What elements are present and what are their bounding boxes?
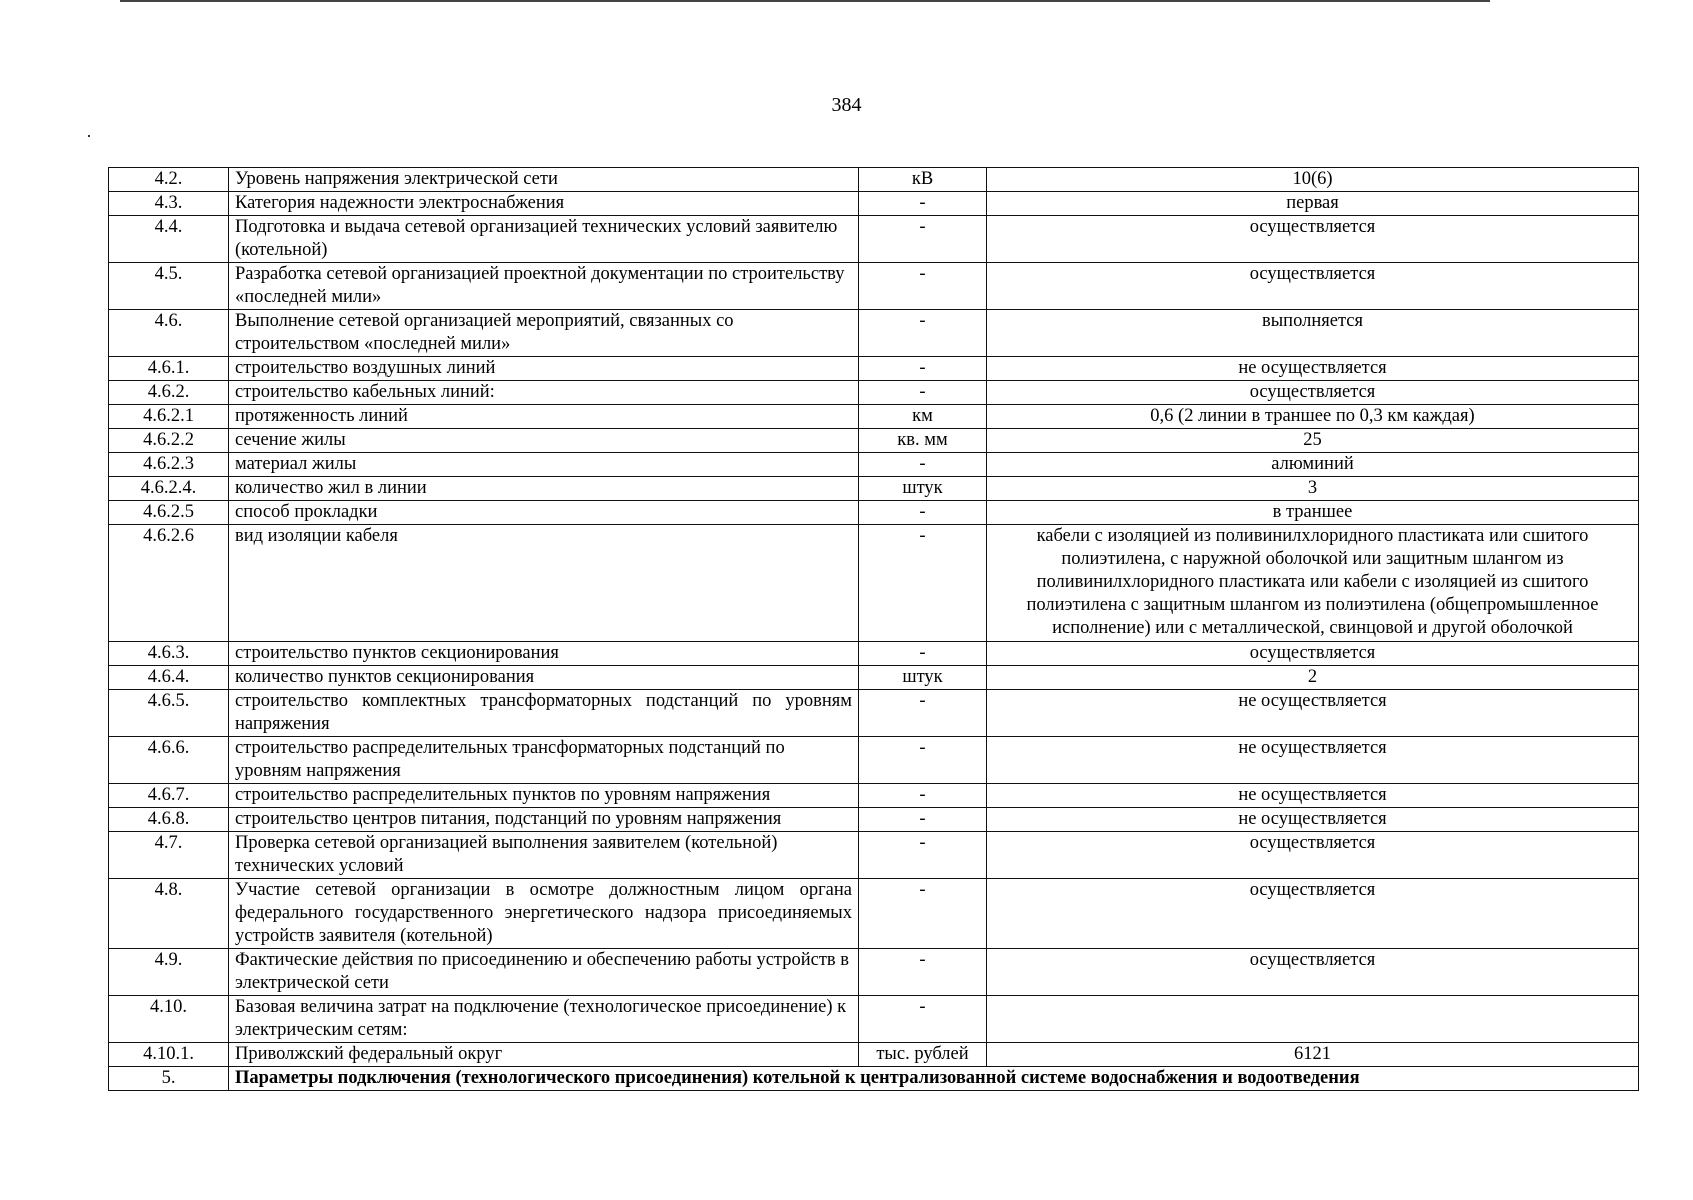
row-number: 4.6.2.3 — [109, 453, 229, 477]
row-name: Участие сетевой организации в осмотре должностным лицом органа федерального государственного энергетического надзора присоединяемых устройств заявителя (котельной) — [229, 879, 859, 949]
row-value: осуществляется — [987, 642, 1639, 666]
row-number: 4.6. — [109, 310, 229, 357]
page-number: 384 — [831, 94, 862, 116]
table-row — [109, 501, 1639, 525]
row-unit: - — [859, 501, 987, 525]
row-unit: - — [859, 949, 987, 996]
row-unit: кв. мм — [859, 429, 987, 453]
row-value: 0,6 (2 линии в траншее по 0,3 км каждая) — [987, 405, 1639, 429]
row-unit: - — [859, 996, 987, 1043]
row-number: 4.6.5. — [109, 690, 229, 737]
row-unit: штук — [859, 666, 987, 690]
row-number: 4.6.2.6 — [109, 525, 229, 642]
table-row — [109, 381, 1639, 405]
row-unit: - — [859, 263, 987, 310]
table-row — [109, 525, 1639, 642]
row-value: не осуществляется — [987, 357, 1639, 381]
row-number: 4.6.2.4. — [109, 477, 229, 501]
row-unit: - — [859, 784, 987, 808]
table-row — [109, 949, 1639, 996]
row-name: Подготовка и выдача сетевой организацией технических условий заявителю (котельной) — [229, 216, 859, 263]
row-unit: - — [859, 808, 987, 832]
table-row — [109, 808, 1639, 832]
table-row — [109, 453, 1639, 477]
row-name: Разработка сетевой организацией проектной документации по строительству «последней мили» — [229, 263, 859, 310]
table-row — [109, 310, 1639, 357]
row-name: Уровень напряжения электрической сети — [229, 168, 859, 192]
row-value — [987, 996, 1639, 1043]
row-name: Категория надежности электроснабжения — [229, 192, 859, 216]
row-unit: км — [859, 405, 987, 429]
table-row — [109, 216, 1639, 263]
row-name: Выполнение сетевой организацией мероприятий, связанных со строительством «последней мили» — [229, 310, 859, 357]
top-rule — [120, 0, 1490, 2]
row-value: 3 — [987, 477, 1639, 501]
row-unit: - — [859, 381, 987, 405]
row-number: 4.6.7. — [109, 784, 229, 808]
row-number: 4.9. — [109, 949, 229, 996]
section-row — [109, 1067, 1639, 1091]
row-value: осуществляется — [987, 832, 1639, 879]
row-name: количество жил в линии — [229, 477, 859, 501]
row-name: строительство воздушных линий — [229, 357, 859, 381]
table-row — [109, 784, 1639, 808]
row-value: 6121 — [987, 1043, 1639, 1067]
row-value: осуществляется — [987, 263, 1639, 310]
row-value: не осуществляется — [987, 784, 1639, 808]
row-unit: - — [859, 690, 987, 737]
row-value: осуществляется — [987, 949, 1639, 996]
table-row — [109, 168, 1639, 192]
row-unit: тыс. рублей — [859, 1043, 987, 1067]
table-row — [109, 879, 1639, 949]
row-number: 4.3. — [109, 192, 229, 216]
row-name: строительство распределительных пунктов по уровням напряжения — [229, 784, 859, 808]
row-name: строительство комплектных трансформаторных подстанций по уровням напряжения — [229, 690, 859, 737]
row-unit: - — [859, 832, 987, 879]
row-unit: - — [859, 192, 987, 216]
row-unit: - — [859, 525, 987, 642]
row-number: 4.6.2.1 — [109, 405, 229, 429]
table-row — [109, 192, 1639, 216]
row-number: 4.6.2.2 — [109, 429, 229, 453]
row-number: 4.5. — [109, 263, 229, 310]
table-row — [109, 477, 1639, 501]
row-value: не осуществляется — [987, 690, 1639, 737]
row-number: 4.4. — [109, 216, 229, 263]
row-name: строительство кабельных линий: — [229, 381, 859, 405]
row-name: способ прокладки — [229, 501, 859, 525]
row-number: 4.10.1. — [109, 1043, 229, 1067]
row-value: 2 — [987, 666, 1639, 690]
row-value: 10(6) — [987, 168, 1639, 192]
row-name: сечение жилы — [229, 429, 859, 453]
table-row — [109, 666, 1639, 690]
table-row — [109, 263, 1639, 310]
table-row — [109, 357, 1639, 381]
row-number: 4.10. — [109, 996, 229, 1043]
table-row — [109, 832, 1639, 879]
row-value: алюминий — [987, 453, 1639, 477]
table-row — [109, 996, 1639, 1043]
row-name: Фактические действия по присоединению и обеспечению работы устройств в электрической сети — [229, 949, 859, 996]
row-value: не осуществляется — [987, 808, 1639, 832]
row-name: Приволжский федеральный округ — [229, 1043, 859, 1067]
table-row — [109, 1043, 1639, 1067]
row-number: 4.6.2.5 — [109, 501, 229, 525]
row-name: количество пунктов секционирования — [229, 666, 859, 690]
row-number: 4.7. — [109, 832, 229, 879]
table-row — [109, 405, 1639, 429]
table-row — [109, 690, 1639, 737]
row-unit: кВ — [859, 168, 987, 192]
row-number: 4.6.3. — [109, 642, 229, 666]
row-name: Базовая величина затрат на подключение (технологическое присоединение) к электрическим сетям: — [229, 996, 859, 1043]
table-row — [109, 429, 1639, 453]
row-value: кабели с изоляцией из поливинилхлоридного пластиката или сшитого полиэтилена, с наружной оболочкой или защитным шлангом из поливинилхлоридного пластиката или кабели с изоляцией из сшитого полиэтилена с защитным шлангом из полиэтилена (общепромышленное исполнение) или с металлической, свинцовой и другой оболочкой — [987, 525, 1639, 642]
row-value: в траншее — [987, 501, 1639, 525]
row-unit: - — [859, 737, 987, 784]
row-unit: - — [859, 357, 987, 381]
row-value: осуществляется — [987, 381, 1639, 405]
row-value: осуществляется — [987, 879, 1639, 949]
row-unit: - — [859, 310, 987, 357]
row-unit: - — [859, 642, 987, 666]
row-name: строительство центров питания, подстанций по уровням напряжения — [229, 808, 859, 832]
section-number: 5. — [109, 1067, 229, 1091]
row-value: выполняется — [987, 310, 1639, 357]
row-unit: штук — [859, 477, 987, 501]
row-name: строительство распределительных трансформаторных подстанций по уровням напряжения — [229, 737, 859, 784]
row-name: вид изоляции кабеля — [229, 525, 859, 642]
table-row — [109, 642, 1639, 666]
row-name: Проверка сетевой организацией выполнения заявителем (котельной) технических условий — [229, 832, 859, 879]
parameters-table — [108, 167, 1639, 1091]
row-number: 4.6.6. — [109, 737, 229, 784]
row-number: 4.6.8. — [109, 808, 229, 832]
scan-speck — [88, 135, 90, 137]
row-number: 4.6.2. — [109, 381, 229, 405]
row-value: 25 — [987, 429, 1639, 453]
row-name: протяженность линий — [229, 405, 859, 429]
row-name: строительство пунктов секционирования — [229, 642, 859, 666]
row-number: 4.2. — [109, 168, 229, 192]
row-unit: - — [859, 879, 987, 949]
section-title: Параметры подключения (технологического присоединения) котельной к централизованной системе водоснабжения и водоотведения — [229, 1067, 1639, 1091]
row-value: осуществляется — [987, 216, 1639, 263]
row-value: первая — [987, 192, 1639, 216]
row-value: не осуществляется — [987, 737, 1639, 784]
table-row — [109, 737, 1639, 784]
row-unit: - — [859, 453, 987, 477]
row-name: материал жилы — [229, 453, 859, 477]
row-number: 4.6.1. — [109, 357, 229, 381]
row-number: 4.6.4. — [109, 666, 229, 690]
row-unit: - — [859, 216, 987, 263]
row-number: 4.8. — [109, 879, 229, 949]
